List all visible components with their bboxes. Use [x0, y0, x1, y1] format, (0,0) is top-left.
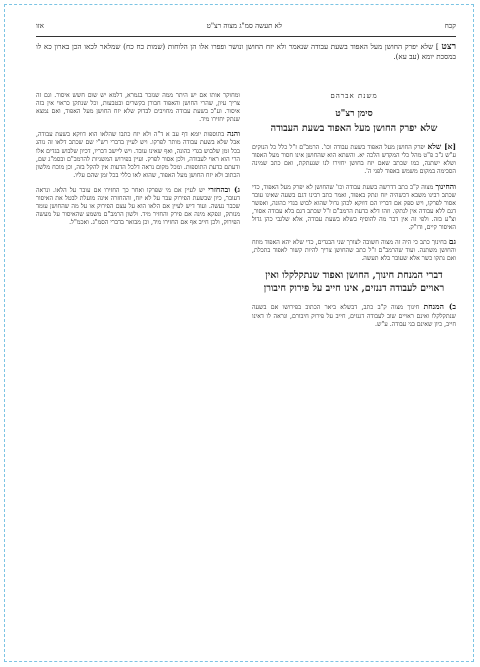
page-number-left: אזו: [36, 22, 44, 30]
paragraph-label: [א] שלא: [427, 142, 457, 152]
paragraph-label: ג) ובהחזרי: [208, 184, 240, 194]
paragraph-text: יש לעיין אם מי שפרקו ואחר כך החזירו אם עובר על הלאו. ונראה דעובר, כיון שבשעת הפירוק עבר על לא יזח, וההחזרה אינה מועלת לבטל את האיסור שכבר נעשה. ועוד דיש לעיין אם הלאו הוא על עצם הפירוק או על מה שהחושן עומד מנותק, ונפקא מינה אם פירק והחזיר מיד. ולשון הרמב"ם משמע שהאיסור על מעשה הפירוק, ולכן חייב אף אם החזירו מיד, וכן מבואר בדברי הסמ"ג. ואכמ"ל.: [36, 186, 240, 227]
paragraph: [36, 92, 240, 124]
section-heading: שלא יפרק החושן מעל האפוד בשעת העבודה: [270, 123, 438, 135]
paragraph-label: והחינוך: [435, 181, 456, 191]
mitzvah-intro: [36, 42, 456, 62]
paragraph: [252, 143, 456, 176]
paragraph-label: ב) המנחת: [423, 302, 457, 312]
paragraph-text: יפרק החושן מעל האפוד בשעת עבודה וכו'. הרמב"ם ז"ל כלל כל הנוקים ע"ש ג"כ פ"ט מהל כלי המקדש הלכה יא. והשתא הוא שהחושן אינו חסור מעל האפוד ושלא ישתנה, כמו שכתב שאם יזח בחושן יחזירו לנו שנעתקת, ואם כתב שמינה הסכימה במקום משמש באפוד לפני ה'.: [252, 144, 456, 176]
mitzvah-label: רצט: [441, 42, 456, 52]
header-title: לא תעשה סמ"ג מצוה רצ"ט: [206, 22, 283, 30]
mitzvah-text: ] שלא יפרק החושן מעל האפוד בשעת עבודה שנאמר ולא יזח החושן ונושר ופפרו אלו הן הלוחות (שמות כח כח) שמלאר לכאו הכן בארון כא לו במסכת יומא (עב עא).: [36, 42, 456, 61]
paragraph: [252, 303, 456, 328]
left-column: [36, 92, 240, 233]
paragraph-text: ומחוקר אותו אם יש היתר ממה שנזכר בגמרא, דלמא יש שום חשש איסור. וגם זה צריך עיון, שהרי החושן והאפוד חבורן בקשרים ובטבעות, וכל שנתקן כראוי אין בזה איסור. וע"כ בשעת עבודה מחויבים לבדוק שלא יזח החושן מעל האפוד, ואם נמצא שנתק יחזירו מיד.: [36, 92, 240, 124]
right-column: [252, 92, 456, 335]
siman-title: סימן רצ"ט: [335, 109, 373, 120]
section-heading: דברי המנחת חינוך, החושן ואפוד שנתקלקלו ואין ראויים לעבודה דננזים, אינו חייב על פירוק חיבורן: [263, 270, 445, 295]
paragraph-text: חינוך מצוה ק"ב כתב, דבשלא ביאר הכתוב בפירושו אם בשעה שנתקלקלו ואינם ראויים שוב לעבודה דגנזים, חייב על פירוק חיבורם, ונראה לו דאינו חייב, כיון שאינם בני עבודה. ע"ש.: [252, 304, 456, 328]
column-title: משנת אברהם: [330, 92, 378, 100]
paragraph-text: מצוה ק"ב כתב דדרשה בשעת עבודה וכו' שהחושן לא יפרק מעל האפוד, כדי שכתב רבינו משבא דכשהיה יזח ונתק באפוד, ואמר כתב רבינו דגם בשעה שאינו עובד אסור לפרקו, ויש ספק אם דבריו הם דווקא לכהן גדול שהוא לבוש בגדי כהונה, ואפשר דגם ללא עבודה אין לנתקו. וזהו דלא כדעת הרמב"ם ז"ל שכתב דגם בלא עבודה אסור, וצ"ע בזה. ולפי זה אין דבר מה להוסיף בשלא בשעת עבודה, אלא שלגבי כהן גדול האיסור קיים, ודו"ק.: [252, 183, 456, 232]
page-number-right: קכח: [444, 22, 456, 30]
running-header: [36, 22, 456, 37]
paragraph-text: בחינוך כתב כי היה זה מצוה חשובה לצורך שני הבגדים, כדי שלא יהא האפוד מוזח והחושן משתנה. ועוד שהרמב"ם ז"ל כתב שהחושן צריך להיות קשור לאפוד בתכלת, ואם נתקו כשר אלא שעובר בלא תעשה.: [252, 239, 456, 263]
paragraph-label: והנה: [227, 129, 240, 139]
paragraph-text: בתוספות יומא דף עב א ד"ה ולא יזח כתבו שהלאו הוא דווקא בשעת עבודה, אבל שלא בשעת עבודה מותר לפרקו. ויש לעיין בדברי רש"י שם שכתב דלאו זה נוהג בכל זמן שלבוש בגדי כהונה, ואף שאינו עובד. ויש ליישב דבריו, דכיון שלבוש בגדים אלו הרי הוא ראוי לעבודה, ולכן אסור לפרק. ועיין בפירוש המשניות להרמב"ם ובסמ"ג שם, ודעתם כדעת התוספות. ומכל מקום נראה דלכל הדעות אין להקל בזה, וכן מוכח מלשון הכתוב ולא יזח החושן מעל האפוד, שהוא לאו כללי בכל זמן שהם עליו.: [36, 131, 240, 179]
paragraph-label: גם: [448, 237, 456, 247]
paragraph: [36, 186, 240, 227]
paragraph: [36, 130, 240, 180]
paragraph: [252, 183, 456, 233]
paragraph: [252, 238, 456, 263]
